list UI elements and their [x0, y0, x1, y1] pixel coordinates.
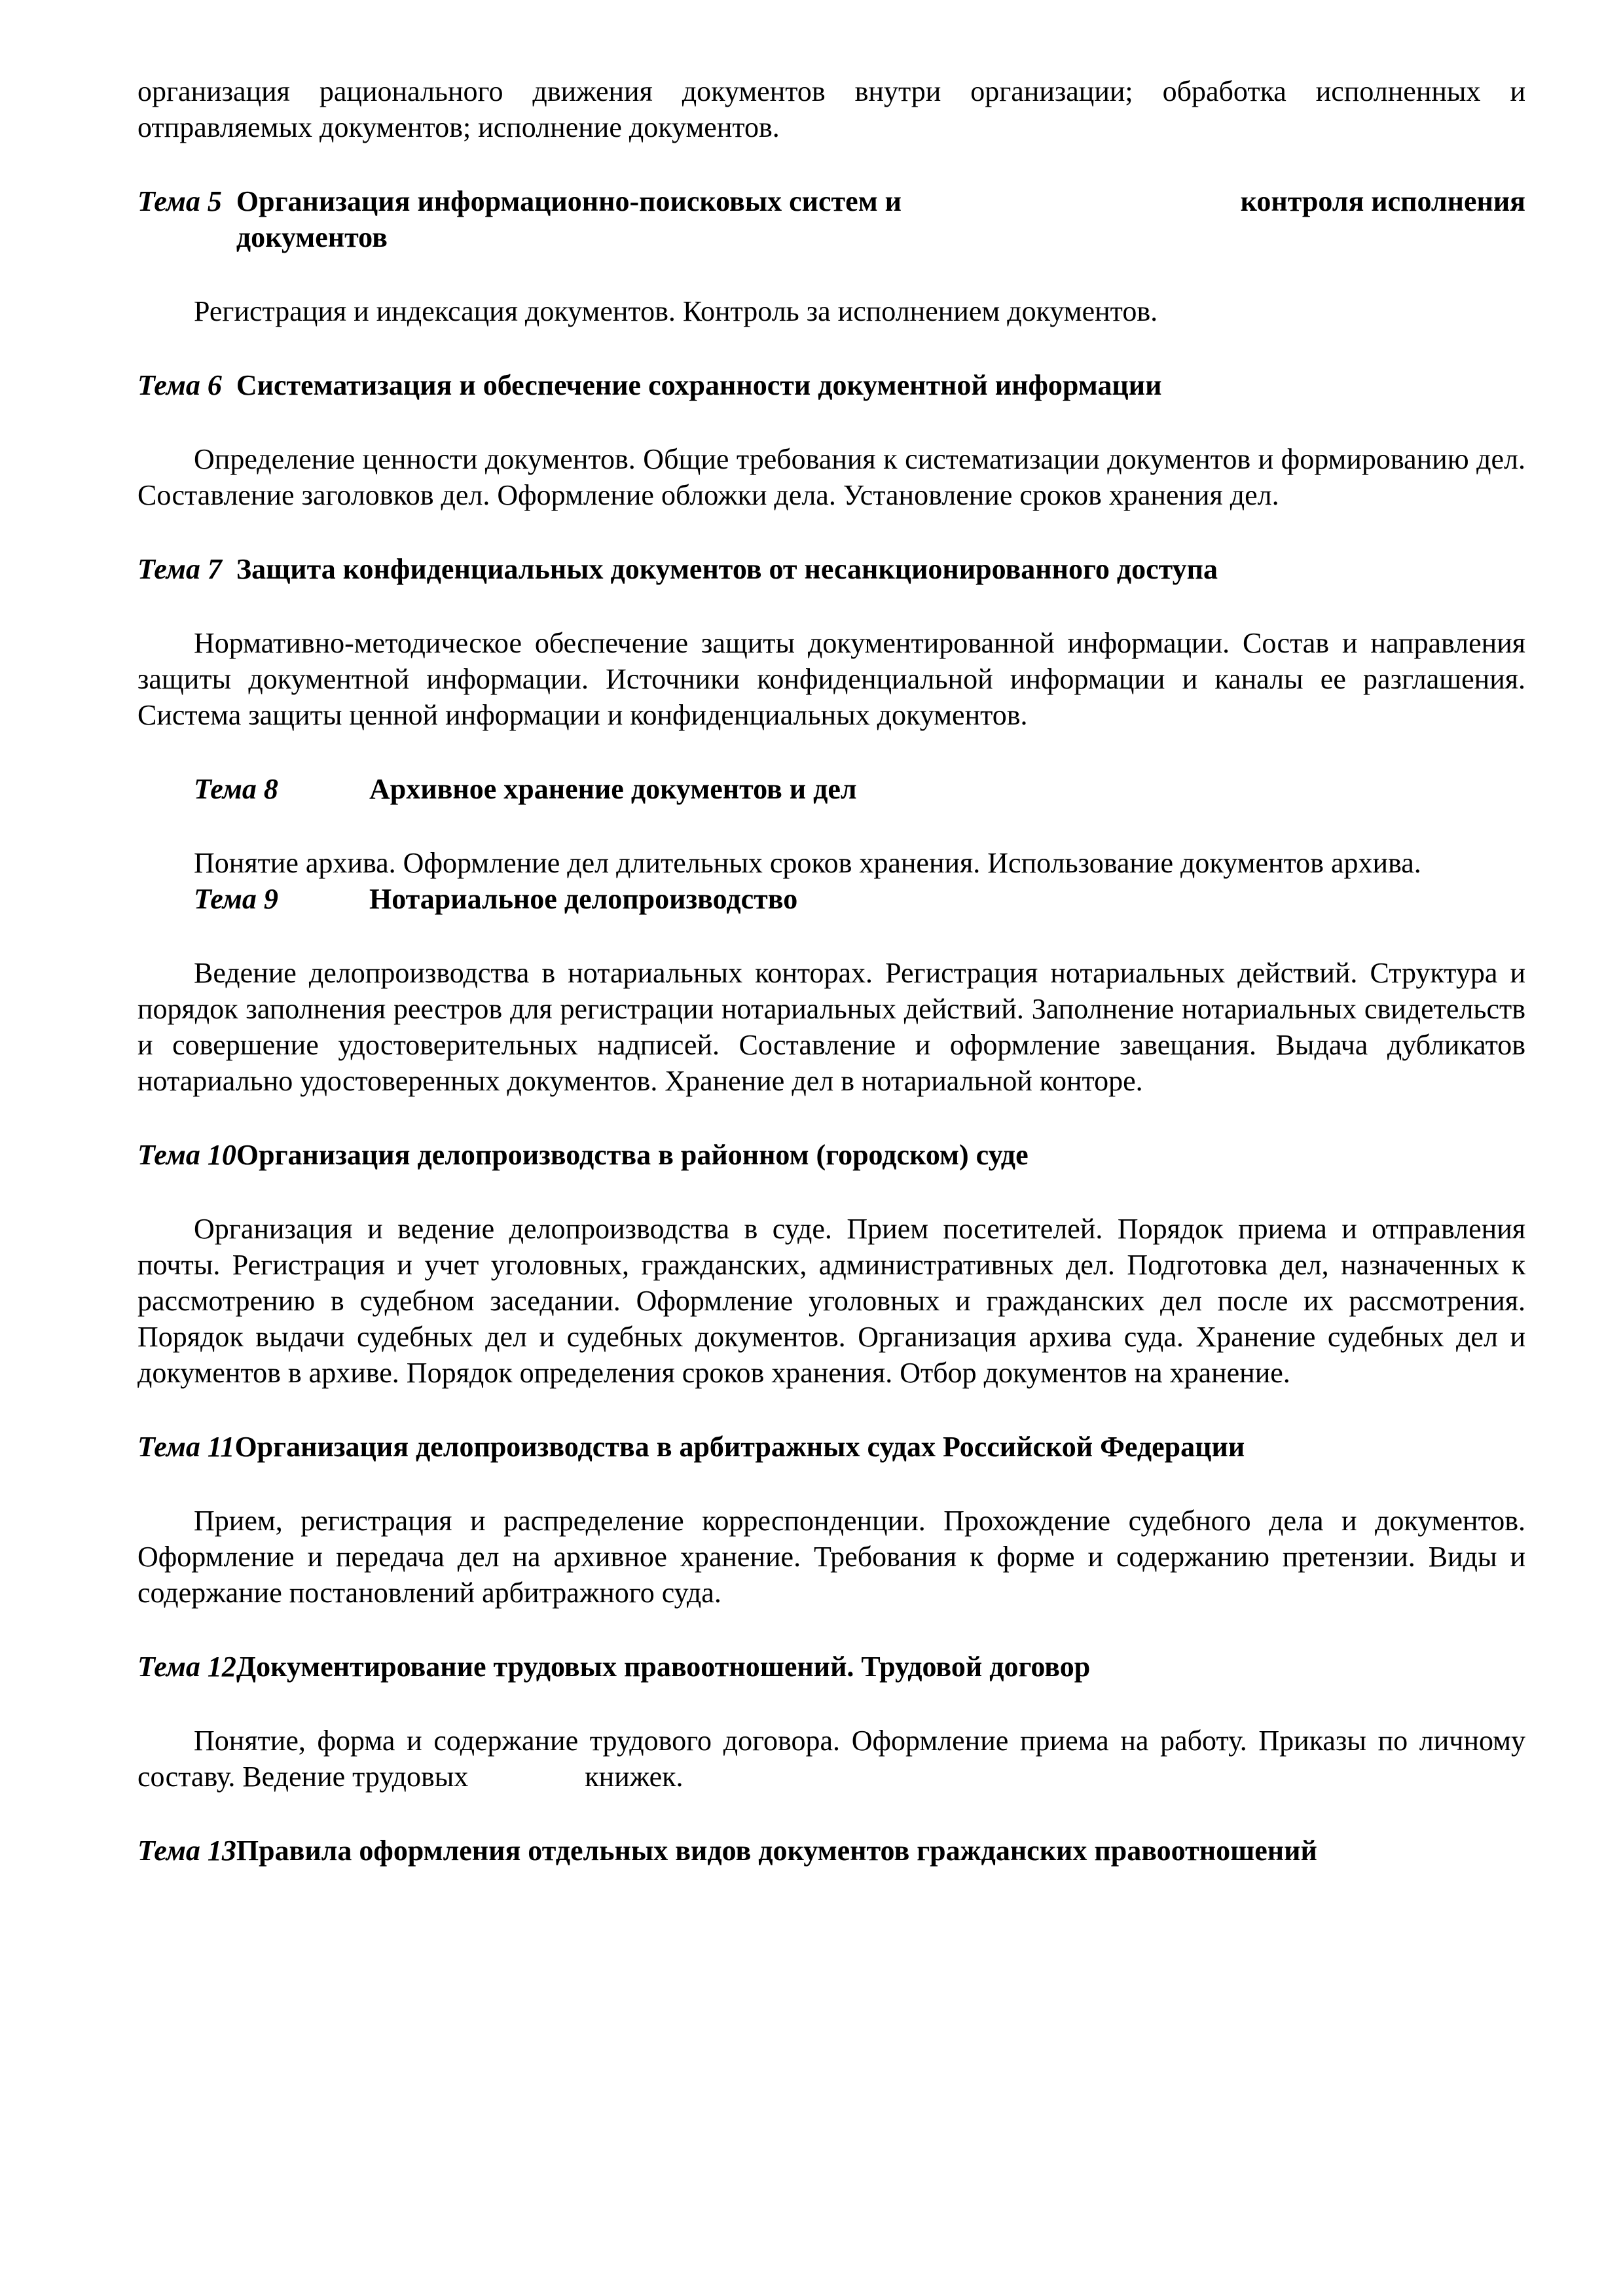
theme-10-body: Организация и ведение делопроизводства в суде. Прием посетителей. Порядок приема и отправления почты. Регистрация и учет уголовных, гражданских, административных дел. Подготовка дел, назначенных к рассмотрению в судебном заседании. Оформление уголовных и гражданских дел после их рассмотрения. Порядок выдачи судебных дел и судебных документов. Организация архива суда. Хранение судебных дел и документов в архиве. Порядок определения сроков хранения. Отбор документов на хранение. [137, 1213, 1525, 1389]
theme-6-heading [137, 367, 1525, 403]
theme-5-title [222, 183, 1525, 255]
theme-8-title: Архивное хранение документов и дел [369, 773, 857, 805]
theme-10-title: Организация делопроизводства в районном (городском) суде [236, 1139, 1029, 1171]
theme-12-heading [137, 1649, 1525, 1685]
theme-5-number: Тема 5 [137, 185, 222, 217]
theme-9-heading [137, 881, 1525, 917]
theme-7-title: Защита конфиденциальных документов от несанкционированного доступа [236, 553, 1218, 585]
theme-12-body-part-a: Понятие, форма и содержание трудового договора. Оформление приема на работу. Приказы по личному составу. Ведение трудовых [137, 1725, 1525, 1793]
theme-5-title-part-c: документов [236, 221, 388, 253]
theme-5-title-part-b: контроля исполнения [1240, 185, 1525, 217]
theme-11-body: Прием, регистрация и распределение корреспонденции. Прохождение судебного дела и документов. Оформление и передача дел на архивное хранение. Требования к форме и содержанию претензии. Виды и содержание постановлений арбитражного суда. [137, 1505, 1525, 1609]
intro-paragraph: организация рационального движения документов внутри организации; обработка исполненных и отправляемых документов; исполнение документов. [137, 75, 1525, 143]
theme-11-number: Тема 11 [137, 1431, 235, 1463]
theme-8-number: Тема 8 [194, 773, 278, 805]
theme-12-number: Тема 12 [137, 1651, 236, 1683]
theme-11-title: Организация делопроизводства в арбитражных судах Российской Федерации [234, 1431, 1245, 1463]
document-page [137, 73, 1525, 1869]
theme-10-heading [137, 1137, 1525, 1173]
theme-6-number: Тема 6 [137, 369, 222, 401]
theme-11-heading [137, 1429, 1525, 1465]
theme-13-heading [137, 1833, 1525, 1869]
theme-5-title-part-a: Организация информационно-поисковых систем и [236, 185, 902, 217]
theme-7-heading [137, 551, 1525, 587]
theme-5-body: Регистрация и индексация документов. Контроль за исполнением документов. [194, 295, 1158, 327]
theme-6-body: Определение ценности документов. Общие требования к систематизации документов и формированию дел. Составление заголовков дел. Оформление обложки дела. Установление сроков хранения дел. [137, 443, 1525, 511]
theme-7-body: Нормативно-методическое обеспечение защиты документированной информации. Состав и направления защиты документной информации. Источники конфиденциальной информации и каналы ее разглашения. Система защиты ценной информации и конфиденциальных документов. [137, 627, 1525, 731]
theme-8-heading [137, 771, 1525, 807]
theme-6-title: Систематизация и обеспечение сохранности документной информации [236, 369, 1162, 401]
theme-12-title: Документирование трудовых правоотношений. Трудовой договор [236, 1651, 1091, 1683]
theme-9-title: Нотариальное делопроизводство [369, 883, 798, 915]
theme-12-body [137, 1723, 1525, 1795]
theme-9-number: Тема 9 [194, 883, 278, 915]
theme-5-heading [137, 183, 1525, 255]
theme-8-body: Понятие архива. Оформление дел длительных сроков хранения. Использование документов архива. [194, 847, 1421, 879]
theme-10-number: Тема 10 [137, 1139, 236, 1171]
theme-13-number: Тема 13 [137, 1835, 236, 1867]
theme-9-body: Ведение делопроизводства в нотариальных конторах. Регистрация нотариальных действий. Структура и порядок заполнения реестров для регистрации нотариальных действий. Заполнение нотариальных свидетельств и совершение удостоверительных надписей. Составление и оформление завещания. Выдача дубликатов нотариально удостоверенных документов. Хранение дел в нотариальной конторе. [137, 957, 1525, 1097]
theme-13-title: Правила оформления отдельных видов документов гражданских правоотношений [236, 1835, 1317, 1867]
theme-7-number: Тема 7 [137, 553, 222, 585]
theme-12-body-part-b: книжек. [585, 1761, 684, 1793]
